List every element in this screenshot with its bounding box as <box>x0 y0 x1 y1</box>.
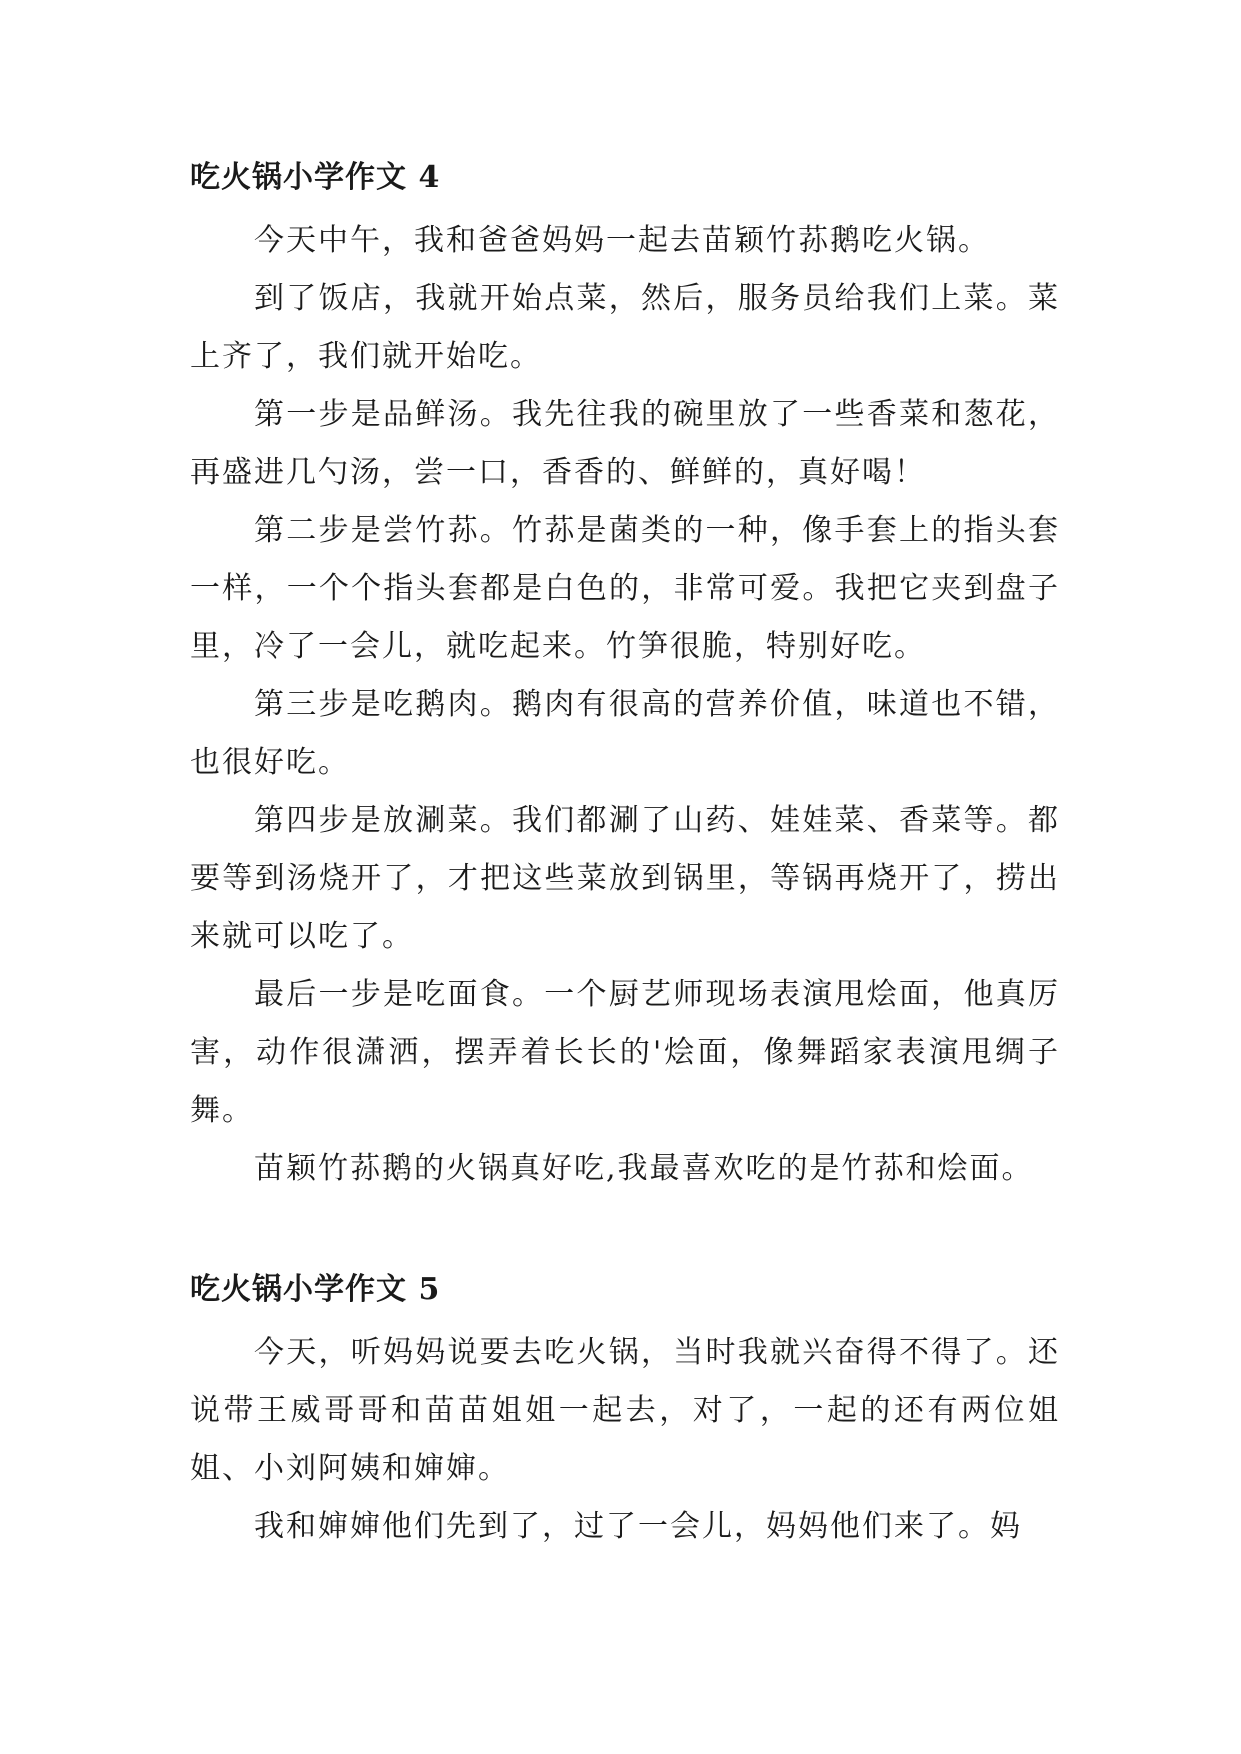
essay-title: 吃火锅小学作文 4 <box>190 160 441 195</box>
essay-title: 吃火锅小学作文 5 <box>190 1272 441 1307</box>
paragraph: 第一步是品鲜汤。我先往我的碗里放了一些香菜和葱花，再盛进几勺汤，尝一口，香香的、鲜鲜的，真好喝！ <box>190 397 1060 490</box>
paragraph: 今天中午，我和爸爸妈妈一起去苗颖竹荪鹅吃火锅。 <box>254 223 990 258</box>
paragraph: 第三步是吃鹅肉。鹅肉有很高的营养价值，味道也不错，也很好吃。 <box>190 687 1060 780</box>
essay-5 <box>190 1270 1060 1556</box>
paragraph: 第四步是放涮菜。我们都涮了山药、娃娃菜、香菜等。都要等到汤烧开了，才把这些菜放到锅里，等锅再烧开了，捞出来就可以吃了。 <box>190 803 1060 954</box>
paragraph: 我和婶婶他们先到了，过了一会儿，妈妈他们来了。妈 <box>254 1509 1022 1544</box>
paragraph: 最后一步是吃面食。一个厨艺师现场表演甩烩面，他真厉害，动作很潇洒，摆弄着长长的'烩面，像舞蹈家表演甩绸子舞。 <box>190 977 1060 1128</box>
essay-4 <box>190 158 1060 1198</box>
paragraph: 今天，听妈妈说要去吃火锅，当时我就兴奋得不得了。还说带王威哥哥和苗苗姐姐一起去，对了，一起的还有两位姐姐、小刘阿姨和婶婶。 <box>190 1335 1060 1486</box>
paragraph: 到了饭店，我就开始点菜，然后，服务员给我们上菜。菜上齐了，我们就开始吃。 <box>190 281 1060 374</box>
paragraph: 第二步是尝竹荪。竹荪是菌类的一种，像手套上的指头套一样，一个个指头套都是白色的，非常可爱。我把它夹到盘子里，冷了一会儿，就吃起来。竹笋很脆，特别好吃。 <box>190 513 1060 664</box>
paragraph: 苗颖竹荪鹅的火锅真好吃,我最喜欢吃的是竹荪和烩面。 <box>254 1151 1034 1186</box>
